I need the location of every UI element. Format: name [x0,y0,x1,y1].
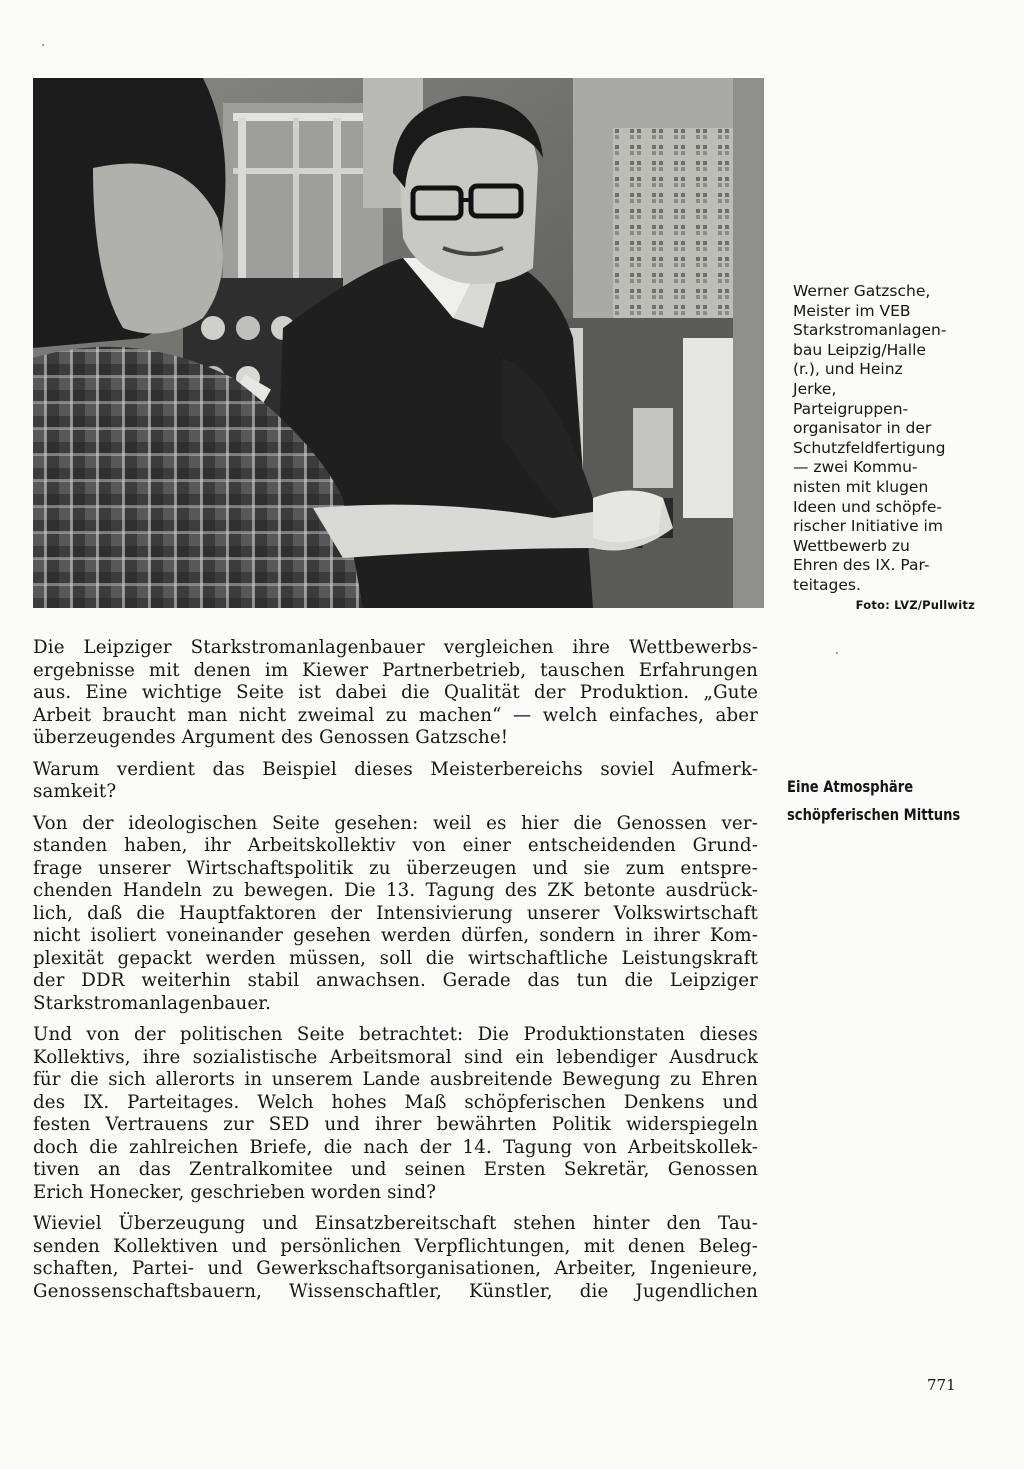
side-heading-line: schöpferischen Mittuns [787,805,961,824]
caption-line: Ideen und schöpfe- [793,497,942,516]
photo [33,78,764,608]
text-line: des IX. Parteitages. Welch hohes Maß schöpferischen Denkens und [33,1091,758,1113]
page-number: 771 [927,1376,956,1394]
caption-line: organisator in der [793,419,932,438]
paragraph [33,637,758,750]
side-heading [787,773,961,829]
caption-line: nisten mit klugen [793,477,929,496]
text-line: Arbeit braucht man nicht zweimal zu machen“ — welch einfaches, aber [33,704,758,726]
caption-line: Starkstromanlagen- [793,321,947,340]
text-line: Von der ideologischen Seite gesehen: weil es hier die Genossen ver- [33,812,758,834]
text-line: standen haben, ihr Arbeitskollektiv von einer entscheidenden Grund- [33,835,758,856]
text-line: plexität gepackt werden müssen, soll die wirtschaftliche Leistungskraft [33,947,758,969]
caption-line: bau Leipzig/Halle [793,340,926,359]
text-line: Warum verdient das Beispiel dieses Meisterbereichs soviel Aufmerk- [33,758,758,780]
text-line: samkeit? [33,781,117,802]
caption-line: (r.), und Heinz [793,360,903,379]
text-line: Und von der politischen Seite betrachtet: Die Produktionstaten dieses [33,1024,758,1045]
caption-line: Schutzfeldfertigung [793,438,946,457]
caption-line: Werner Gatzsche, [793,282,931,300]
caption-line: Meister im VEB [793,301,911,320]
text-line: Kollektivs, ihre sozialistische Arbeitsmoral sind ein lebendiger Ausdruck [33,1046,758,1068]
caption-line: Ehren des IX. Par- [793,556,930,575]
text-line: tiven an das Zentralkomitee und seinen Ersten Sekretär, Genossen [33,1159,758,1180]
caption-line: teitages. [793,575,861,594]
caption-line: rischer Initiative im [793,517,943,536]
text-line: frage unserer Wirtschaftspolitik zu überzeugen und sie zum entspre- [33,857,758,879]
text-line: überzeugendes Argument des Genossen Gatzsche! [33,727,509,748]
text-line: Starkstromanlagenbauer. [33,992,272,1014]
text-line: Genossenschaftsbauern, Wissenschaftler, Künstler, die Jugendlichen [33,1280,758,1302]
photo-two-men-at-control-panel-icon [33,78,764,608]
caption-line: Parteigruppen- [793,399,909,418]
text-line: Wieviel Überzeugung und Einsatzbereitschaft stehen hinter den Tau- [33,1213,758,1234]
paragraph [33,759,758,804]
text-line: chenden Handeln zu bewegen. Die 13. Tagung des ZK betonte ausdrück- [33,880,758,901]
photo-caption [793,282,973,596]
text-line: senden Kollektiven und persönlichen Verpflichtungen, mit denen Beleg- [33,1235,758,1257]
speck-mark [836,652,838,654]
text-line: aus. Eine wichtige Seite ist dabei die Qualität der Produktion. „Gute [33,682,758,703]
text-line: für die sich allerorts in unserem Lande ausbreitende Bewegung zu Ehren [33,1069,758,1090]
paragraph [33,1024,758,1204]
text-line: schaften, Partei- und Gewerkschaftsorganisationen, Arbeiter, Ingenieure, [33,1258,758,1279]
caption-line: Jerke, [793,379,837,398]
speck-mark [42,44,44,46]
text-line: Die Leipziger Starkstromanlagenbauer vergleichen ihre Wettbewerbs- [33,637,758,658]
text-line: der DDR weiterhin stabil anwachsen. Gerade das tun die Leipziger [33,970,758,991]
text-line: ergebnisse mit denen im Kiewer Partnerbetrieb, tauschen Erfahrungen [33,659,758,681]
text-line: Erich Honecker, geschrieben worden sind? [33,1181,437,1203]
side-heading-line: Eine Atmosphäre [787,777,914,796]
text-line: festen Vertrauens zur SED und ihrer bewährten Politik widerspiegeln [33,1114,758,1135]
photo-credit: Foto: LVZ/Pullwitz [855,598,975,612]
text-line: lich, daß die Hauptfaktoren der Intensivierung unserer Volkswirtschaft [33,902,758,924]
paragraph [33,813,758,1016]
text-line: nicht isoliert voneinander gesehen werden dürfen, sondern in ihrer Kom- [33,925,758,946]
text-line: doch die zahlreichen Briefe, die nach der 14. Tagung von Arbeitskollek- [33,1136,758,1158]
caption-line: Wettbewerb zu [793,536,910,555]
paragraph [33,1213,758,1303]
caption-line: — zwei Kommu- [793,458,918,477]
body-text [33,637,758,1312]
